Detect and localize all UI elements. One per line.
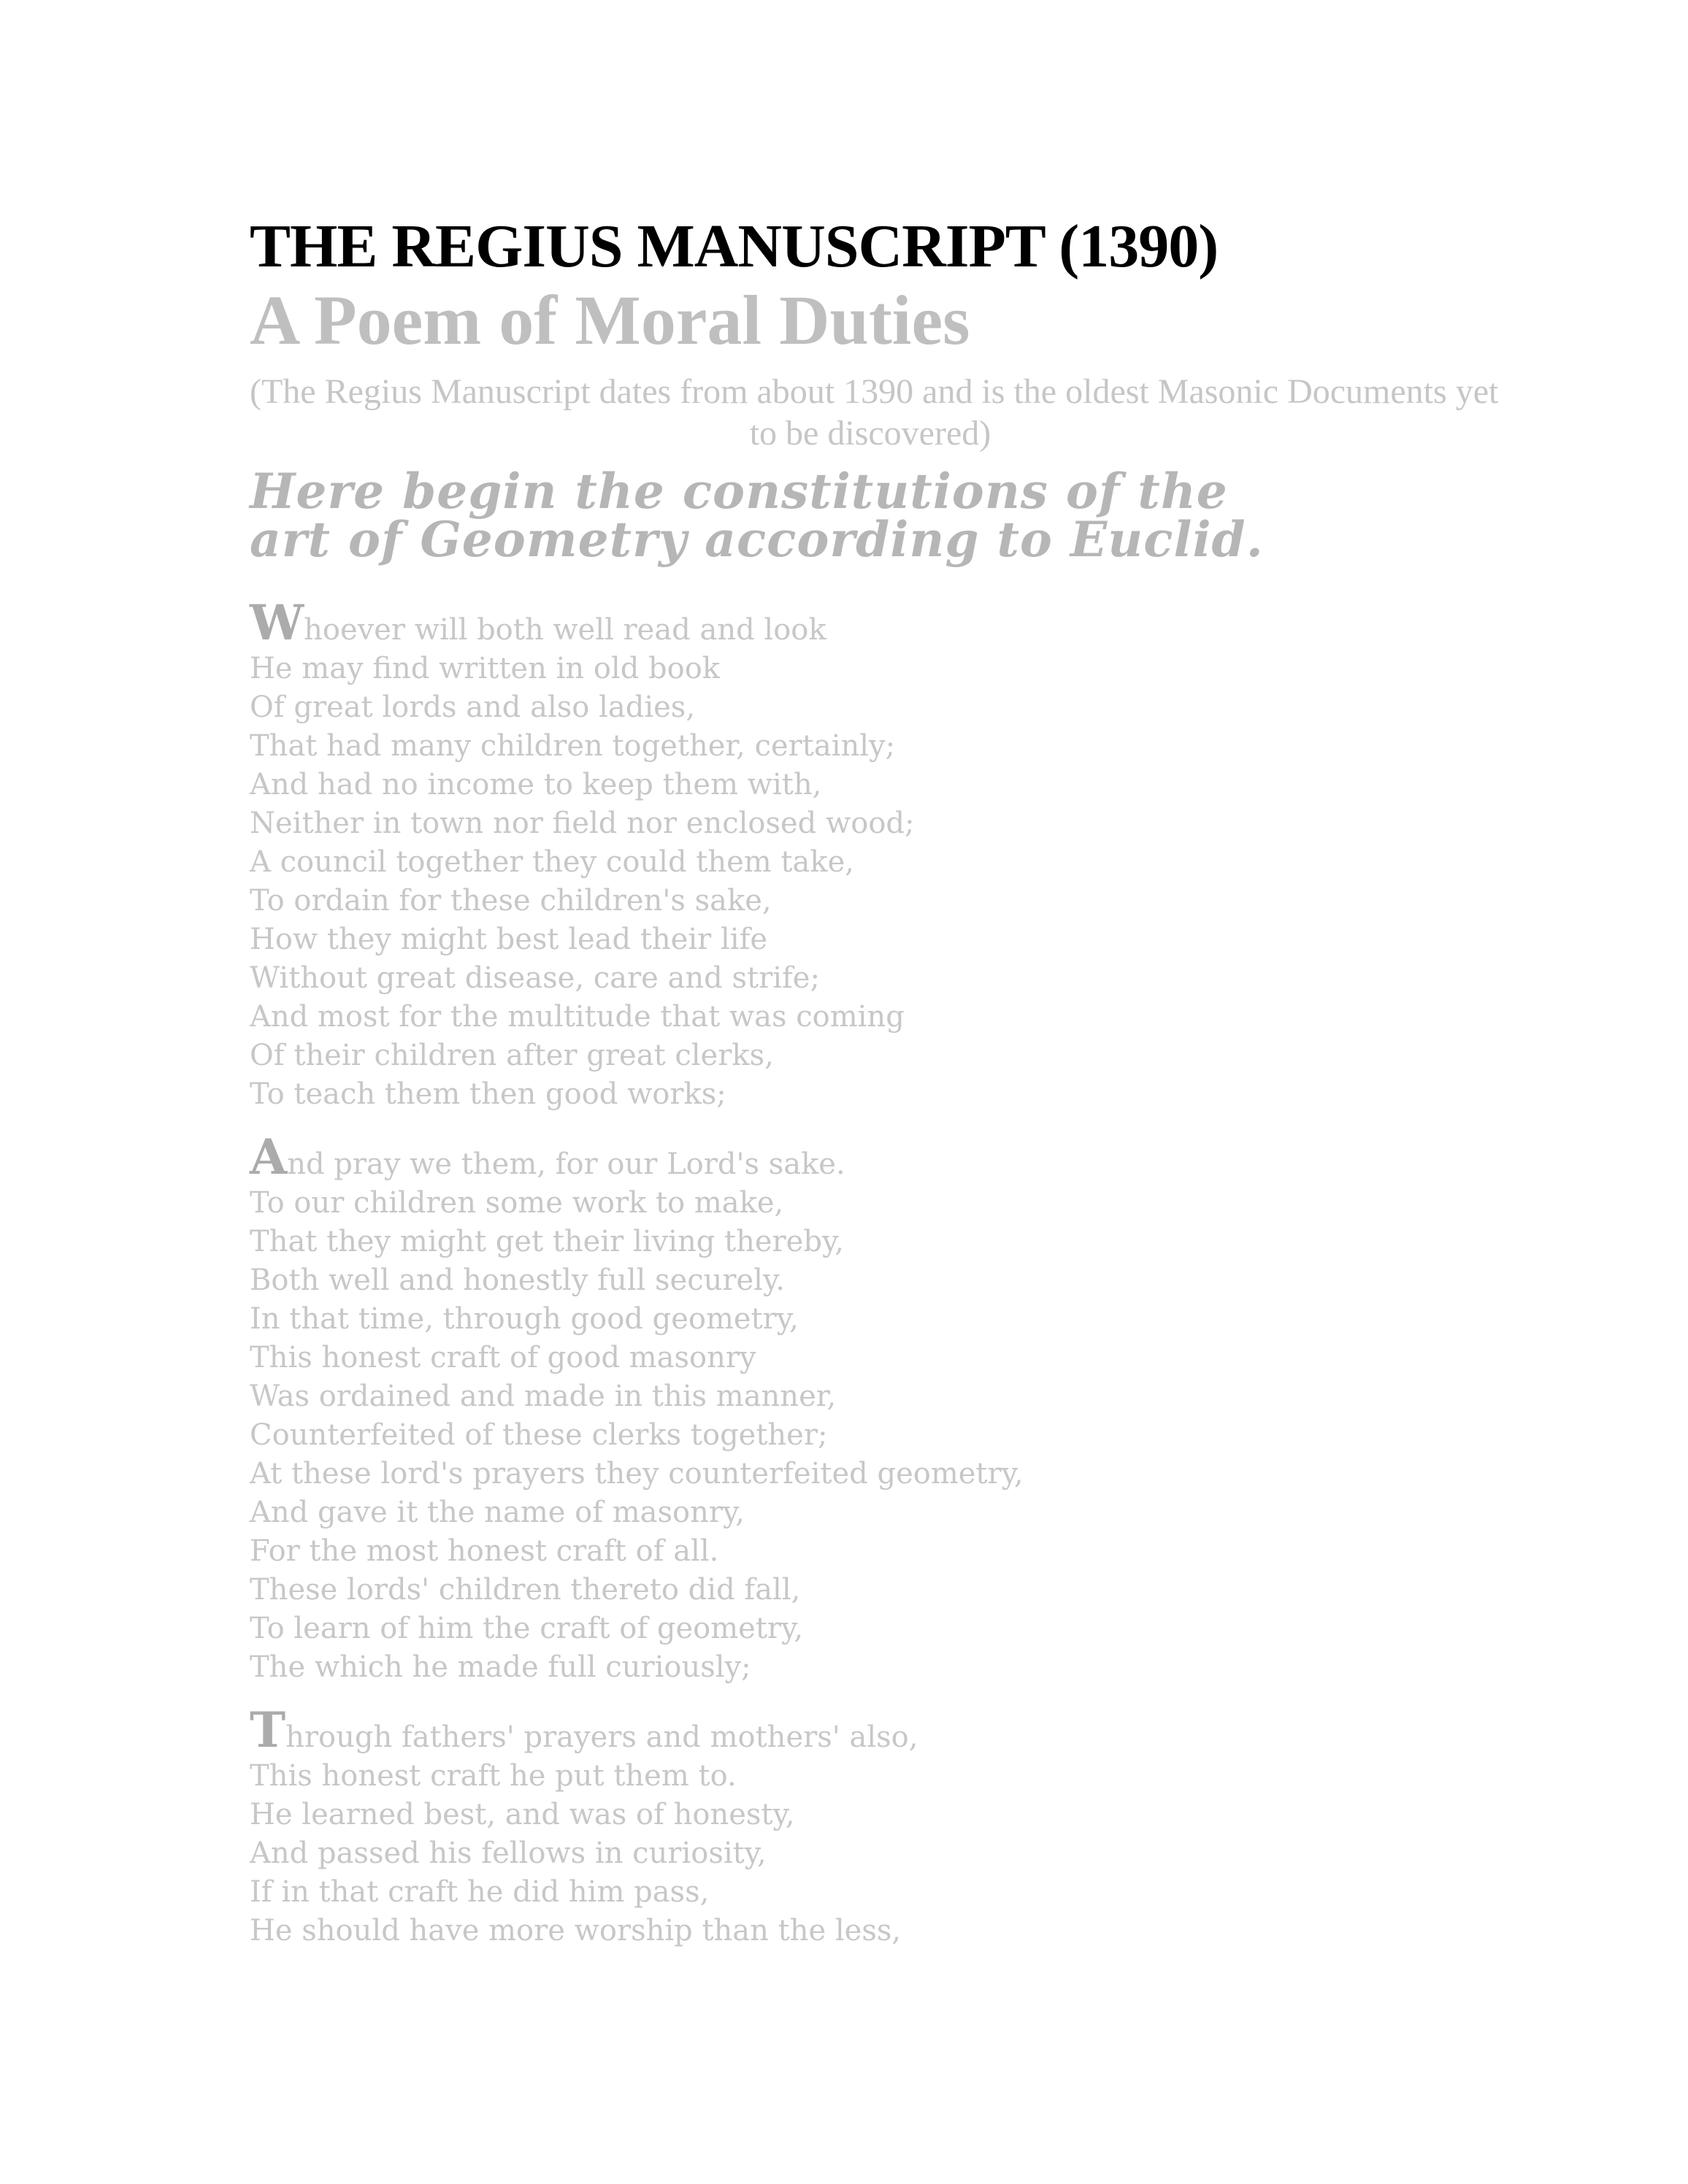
poem-line: If in that craft he did him pass, <box>250 1875 710 1909</box>
poem-line: Whoever will both well read and look <box>250 594 826 651</box>
poem-line: A council together they could them take, <box>250 845 854 879</box>
drop-cap: A <box>250 1128 288 1185</box>
poem-line: This honest craft he put them to. <box>250 1759 737 1793</box>
document-title: THE REGIUS MANUSCRIPT (1390) <box>250 212 1219 280</box>
poem-line: He may find written in old book <box>250 652 721 685</box>
poem-line: That they might get their living thereby, <box>250 1225 844 1258</box>
poem-line: And gave it the name of masonry, <box>250 1496 745 1529</box>
poem-line: Through fathers' prayers and mothers' also, <box>250 1702 918 1758</box>
poem-line: Of their children after great clerks, <box>250 1039 774 1072</box>
poem-line: And passed his fellows in curiosity, <box>250 1837 767 1870</box>
poem-line: In that time, through good geometry, <box>250 1302 799 1336</box>
poem-subtitle: A Poem of Moral Duties <box>250 281 970 359</box>
poem-line: And pray we them, for our Lord's sake. <box>250 1128 845 1185</box>
date-note-line: (The Regius Manuscript dates from about 1390 and is the oldest Masonic Documents yet <box>250 372 1499 411</box>
poem-line: To ordain for these children's sake, <box>250 884 772 918</box>
poem-line: Both well and honestly full securely. <box>250 1264 785 1297</box>
drop-cap: T <box>250 1702 286 1758</box>
poem-line: This honest craft of good masonry <box>250 1341 756 1374</box>
constitutions-heading <box>250 463 1491 568</box>
poem-line: The which he made full curiously; <box>250 1650 751 1684</box>
poem-line: Of great lords and also ladies, <box>250 691 696 724</box>
poem <box>250 594 1491 1950</box>
poem-line: At these lord's prayers they counterfeited geometry, <box>250 1457 1024 1491</box>
poem-line: That had many children together, certainly; <box>250 729 896 763</box>
poem-line: How they might best lead their life <box>250 923 768 956</box>
poem-line: To our children some work to make, <box>250 1186 784 1220</box>
date-note <box>250 371 1499 454</box>
constitutions-heading-line: Here begin the constitutions of the <box>250 463 1228 520</box>
poem-line: And most for the multitude that was coming <box>250 1000 905 1034</box>
poem-line: He should have more worship than the less, <box>250 1914 902 1947</box>
poem-stanza <box>250 594 1491 1114</box>
poem-stanza <box>250 1702 1491 1950</box>
poem-line: To teach them then good works; <box>250 1077 726 1111</box>
poem-line: Was ordained and made in this manner, <box>250 1380 837 1413</box>
poem-stanza <box>250 1128 1491 1687</box>
poem-line: Without great disease, care and strife; <box>250 961 820 995</box>
poem-line: Counterfeited of these clerks together; <box>250 1418 828 1452</box>
drop-cap: W <box>250 594 304 651</box>
poem-line: Neither in town nor field nor enclosed wood; <box>250 807 915 840</box>
constitutions-heading-line: art of Geometry according to Euclid. <box>250 511 1264 568</box>
poem-line: For the most honest craft of all. <box>250 1534 719 1568</box>
poem-line: These lords' children thereto did fall, <box>250 1573 801 1607</box>
poem-line: To learn of him the craft of geometry, <box>250 1612 804 1645</box>
date-note-line: to be discovered) <box>749 414 991 453</box>
poem-line: He learned best, and was of honesty, <box>250 1798 795 1831</box>
poem-line: And had no income to keep them with, <box>250 768 822 801</box>
